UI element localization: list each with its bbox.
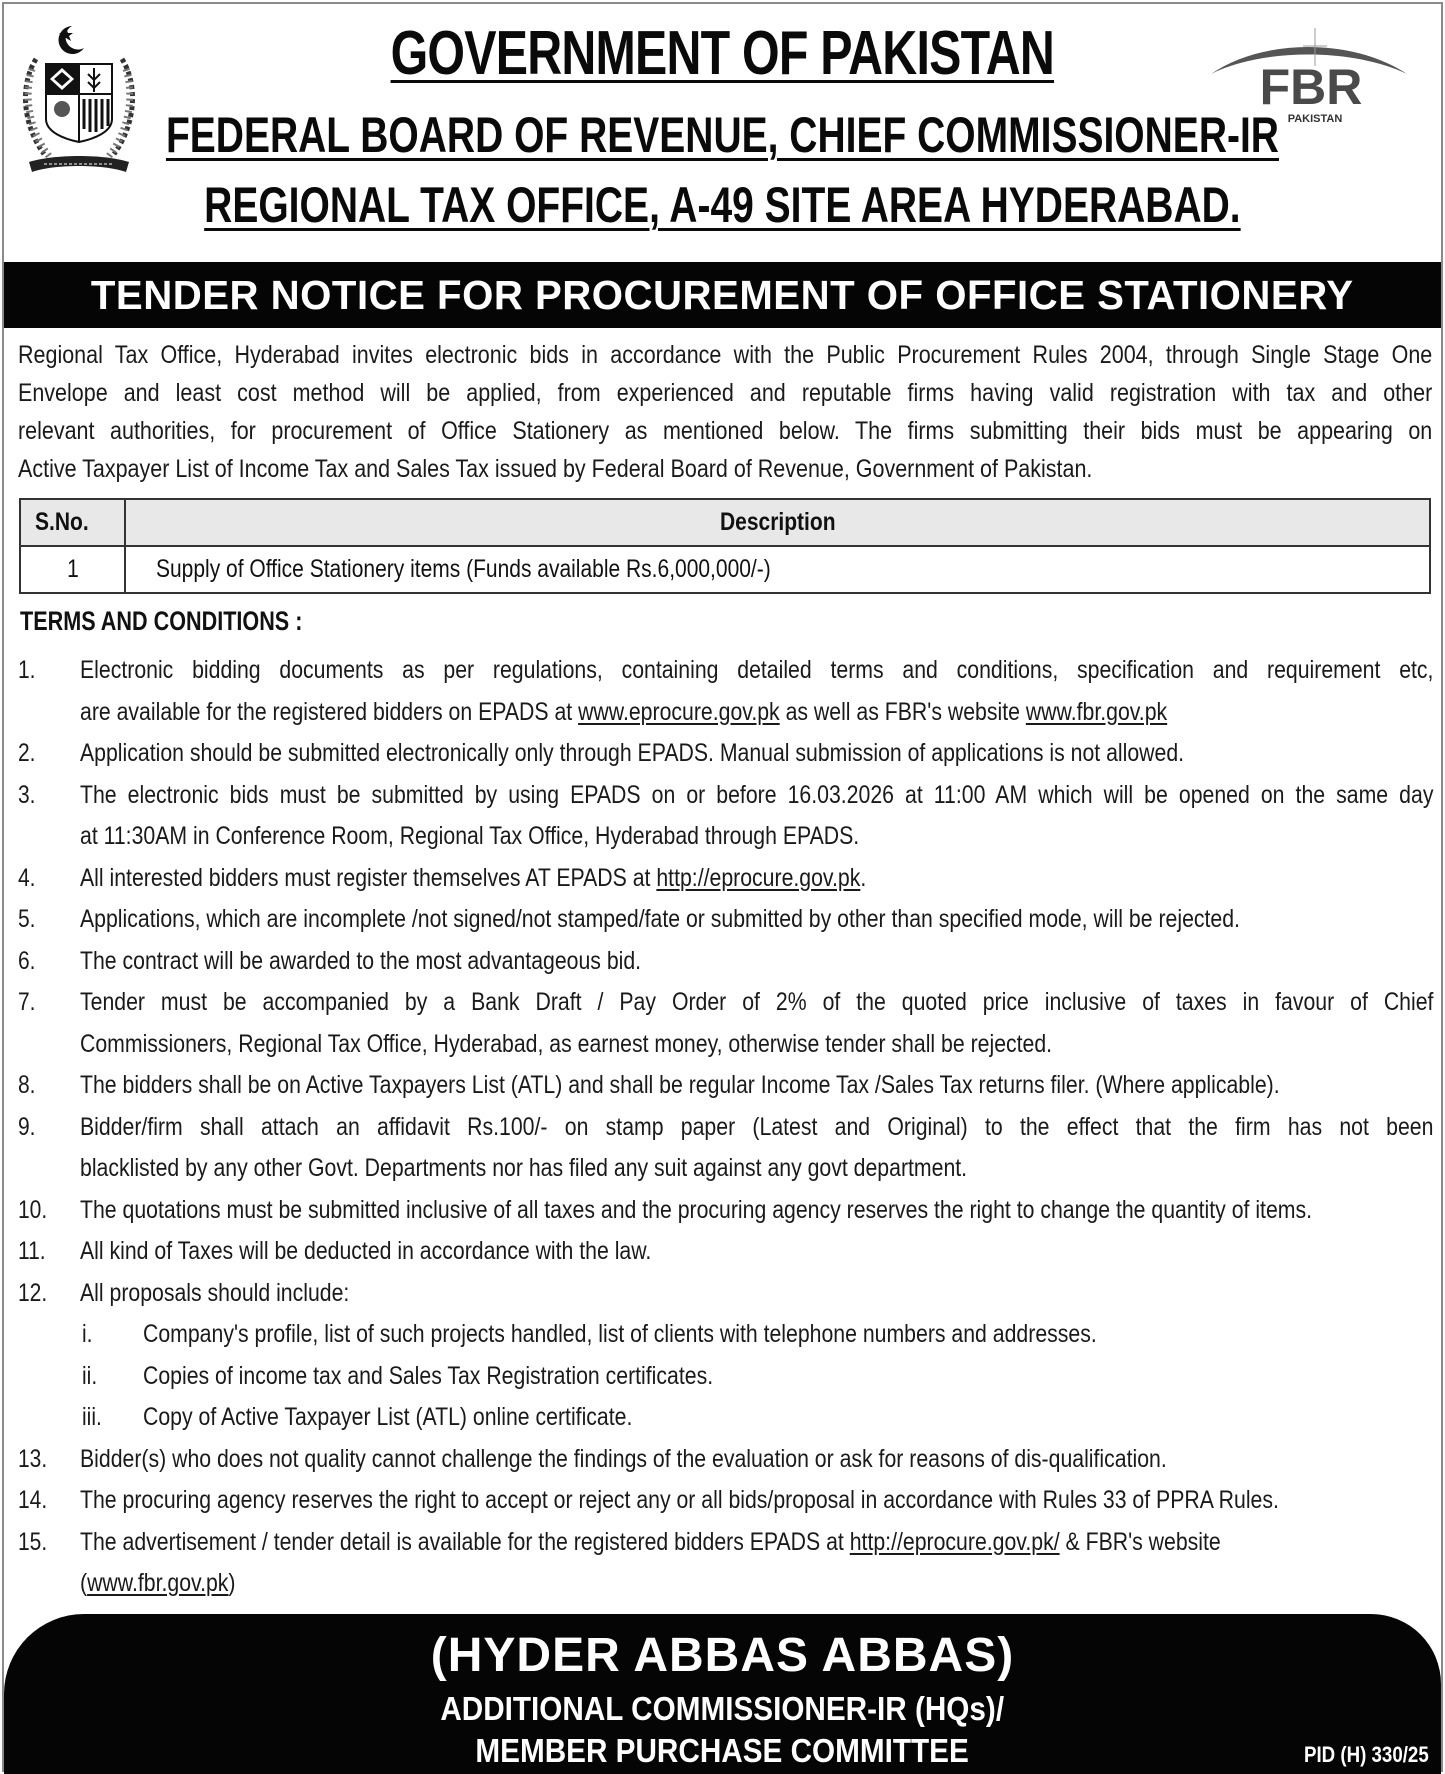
term-text [80, 1522, 1434, 1605]
term-number: 8. [18, 1071, 36, 1099]
fbr-logo-subtext: PAKISTAN [1287, 113, 1343, 125]
pid-number: PID (H) 330/25 [1304, 1742, 1429, 1767]
term-number: 6. [18, 946, 36, 975]
website-link[interactable]: www.eprocure.gov.pk [578, 697, 780, 726]
term-subitem [4, 1314, 1441, 1356]
term-line [80, 1563, 1433, 1605]
cell-description: Supply of Office Stationery items (Funds available Rs.6,000,000/-) [125, 546, 1430, 593]
items-table [19, 498, 1431, 594]
term-text [80, 1107, 1434, 1190]
term-number: 2. [18, 739, 36, 767]
term-text-segment: Tender must be accompanied by a Bank Draft / Pay Order of 2% of the quoted price inclusive of taxes in favour of Chief [80, 988, 1434, 1016]
term-item [4, 1107, 1441, 1190]
header-line-1 [4, 18, 1441, 89]
term-text [80, 733, 1434, 775]
table-row [20, 546, 1430, 593]
column-header-description: Description [125, 499, 1430, 546]
term-text-segment: The bidders shall be on Active Taxpayers List (ATL) and shall be regular Income Tax /Sales Tax returns filer. (Where applicable). [80, 1071, 1280, 1099]
term-text [80, 1065, 1434, 1107]
intro-line: Active Taxpayer List of Income Tax and Sales Tax issued by Federal Board of Revenue, Government of Pakistan. [18, 455, 1093, 483]
term-line [80, 775, 1433, 817]
signatory-name: (HYDER ABBAS ABBAS) [430, 1629, 1015, 1682]
intro-line: relevant authorities, for procurement of Office Stationery as mentioned below. The firms submitting their bids must be appearing on [18, 417, 1433, 445]
term-text-segment: at 11:30AM in Conference Room, Regional Tax Office, Hyderabad through EPADS. [80, 822, 860, 850]
term-number: 9. [18, 1112, 36, 1141]
term-text-segment: blacklisted by any other Govt. Departments nor has filed any suit against any govt department. [80, 1154, 968, 1182]
term-text-segment: as well as FBR's website [779, 697, 1026, 726]
term-subitem [4, 1356, 1441, 1398]
website-link[interactable]: www.fbr.gov.pk [1025, 697, 1168, 726]
terms-list [4, 650, 1441, 1605]
term-line [80, 1024, 1433, 1066]
term-number: 12. [18, 1278, 48, 1307]
term-text [80, 982, 1434, 1065]
subitem-text: Copies of income tax and Sales Tax Registration certificates. [143, 1361, 714, 1390]
header [4, 4, 1441, 262]
term-item [4, 1065, 1441, 1107]
term-item [4, 775, 1441, 858]
term-item [4, 650, 1441, 733]
term-number: 7. [18, 988, 36, 1016]
term-text [80, 858, 1434, 900]
term-text-segment: ( [80, 1569, 88, 1597]
term-text-segment: All proposals should include: [80, 1278, 350, 1307]
term-item [4, 1231, 1441, 1273]
term-line [80, 1107, 1433, 1149]
term-line [80, 941, 1433, 983]
term-text [80, 775, 1434, 858]
term-text-segment: The electronic bids must be submitted by using EPADS on or before 16.03.2026 at 11:00 AM which will be opened on the same day [80, 780, 1434, 809]
term-text-segment: Application should be submitted electronically only through EPADS. Manual submission of applications is not allowed. [80, 739, 1185, 767]
term-text-segment: ) [228, 1569, 236, 1597]
intro-paragraph [18, 336, 1432, 488]
term-item [4, 1480, 1441, 1522]
term-line [80, 858, 1433, 900]
website-link[interactable]: www.fbr.gov.pk [87, 1569, 229, 1597]
term-text-segment: . [860, 863, 867, 892]
term-line [80, 982, 1433, 1024]
website-link[interactable]: http://eprocure.gov.pk [656, 863, 861, 892]
term-line [80, 1231, 1433, 1273]
term-item [4, 899, 1441, 941]
subitem-numeral: ii. [82, 1361, 98, 1390]
table-header-row [20, 499, 1430, 546]
term-item [4, 1439, 1441, 1481]
term-text [80, 650, 1434, 733]
notice-title: TENDER NOTICE FOR PROCUREMENT OF OFFICE STATIONERY [91, 272, 1354, 318]
subitem-text: Copy of Active Taxpayer List (ATL) online certificate. [143, 1403, 633, 1431]
term-item [4, 941, 1441, 983]
term-text-segment: The procuring agency reserves the right to accept or reject any or all bids/proposal in accordance with Rules 33 of PPRA Rules. [80, 1486, 1279, 1514]
term-text [80, 1190, 1434, 1232]
website-link[interactable]: http://eprocure.gov.pk/ [849, 1527, 1060, 1556]
term-text-segment: All interested bidders must register themselves AT EPADS at [80, 863, 657, 892]
term-number: 10. [18, 1195, 48, 1224]
signatory-committee: MEMBER PURCHASE COMMITTEE [475, 1732, 970, 1769]
signatory-designation: ADDITIONAL COMMISSIONER-IR (HQs)/ [440, 1690, 1005, 1727]
term-line [80, 899, 1433, 941]
term-line [80, 1148, 1433, 1190]
cell-sno: 1 [20, 546, 125, 593]
term-number: 3. [18, 780, 36, 809]
term-number: 1. [18, 656, 36, 684]
terms-title: TERMS AND CONDITIONS : [20, 606, 303, 636]
term-text [80, 1231, 1434, 1273]
term-text [80, 899, 1434, 941]
term-text [80, 1273, 1434, 1315]
header-line-2 [4, 106, 1441, 164]
term-line [80, 1522, 1433, 1564]
term-subitem [4, 1397, 1441, 1439]
header-subtitle: FEDERAL BOARD OF REVENUE, CHIEF COMMISSIONER-IR [165, 107, 1280, 163]
column-header-sno: S.No. [20, 499, 125, 546]
term-text-segment: The advertisement / tender detail is available for the registered bidders EPADS at [80, 1527, 850, 1556]
term-text [80, 1439, 1434, 1481]
subitem-text: Company's profile, list of such projects handled, list of clients with telephone numbers and addresses. [143, 1320, 1097, 1348]
term-line [80, 816, 1433, 858]
term-text-segment: Bidder/firm shall attach an affidavit Rs.100/- on stamp paper (Latest and Original) to the effect that the firm has not been [80, 1112, 1434, 1141]
term-item [4, 1273, 1441, 1315]
term-number: 11. [18, 1237, 46, 1265]
term-text-segment: Applications, which are incomplete /not signed/not stamped/fate or submitted by other than specified mode, will be rejected. [80, 905, 1240, 933]
signature-block [4, 1614, 1441, 1774]
term-number: 4. [18, 863, 36, 892]
term-text-segment: The quotations must be submitted inclusive of all taxes and the procuring agency reserves the right to change the quantity of items. [80, 1195, 1313, 1224]
term-number: 14. [18, 1486, 48, 1514]
term-text [80, 941, 1434, 983]
term-number: 13. [18, 1444, 48, 1473]
intro-line: Envelope and least cost method will be applied, from experienced and reputable firms having valid registration with tax and other [18, 379, 1433, 407]
term-item [4, 733, 1441, 775]
term-line [80, 650, 1433, 692]
term-text [80, 1480, 1434, 1522]
term-item [4, 1190, 1441, 1232]
term-line [80, 1480, 1433, 1522]
term-text-segment: The contract will be awarded to the most advantageous bid. [80, 946, 642, 975]
term-text-segment: Bidder(s) who does not quality cannot challenge the findings of the evaluation or ask for reasons of dis-qualification. [80, 1444, 1167, 1473]
term-item [4, 982, 1441, 1065]
term-text-segment: & FBR's website [1059, 1527, 1221, 1556]
term-text-segment: Commissioners, Regional Tax Office, Hyderabad, as earnest money, otherwise tender shall be rejected. [80, 1029, 1053, 1058]
term-line [80, 1065, 1433, 1107]
term-item [4, 1522, 1441, 1605]
header-address: REGIONAL TAX OFFICE, A-49 SITE AREA HYDERABAD. [204, 177, 1241, 233]
term-number: 15. [18, 1527, 48, 1556]
tender-notice-page [2, 2, 1443, 1772]
notice-banner [4, 262, 1441, 328]
term-text-segment: All kind of Taxes will be deducted in accordance with the law. [80, 1237, 652, 1265]
term-number: 5. [18, 905, 36, 933]
intro-line: Regional Tax Office, Hyderabad invites electronic bids in accordance with the Public Procurement Rules 2004, through Single Stage One [18, 341, 1433, 369]
term-line [80, 733, 1433, 775]
subitem-numeral: i. [82, 1320, 93, 1348]
term-text-segment: Electronic bidding documents as per regulations, containing detailed terms and conditions, specification and requirement etc, [80, 656, 1434, 684]
header-line-3 [4, 176, 1441, 234]
term-line [80, 1273, 1433, 1315]
fbr-logo-text: FBR [1259, 59, 1363, 115]
subitem-numeral: iii. [82, 1403, 102, 1431]
term-line [80, 1190, 1433, 1232]
term-item [4, 858, 1441, 900]
term-line [80, 1439, 1433, 1481]
term-text-segment: are available for the registered bidders on EPADS at [80, 697, 579, 726]
term-line [80, 692, 1433, 734]
header-title: GOVERNMENT OF PAKISTAN [390, 19, 1055, 88]
